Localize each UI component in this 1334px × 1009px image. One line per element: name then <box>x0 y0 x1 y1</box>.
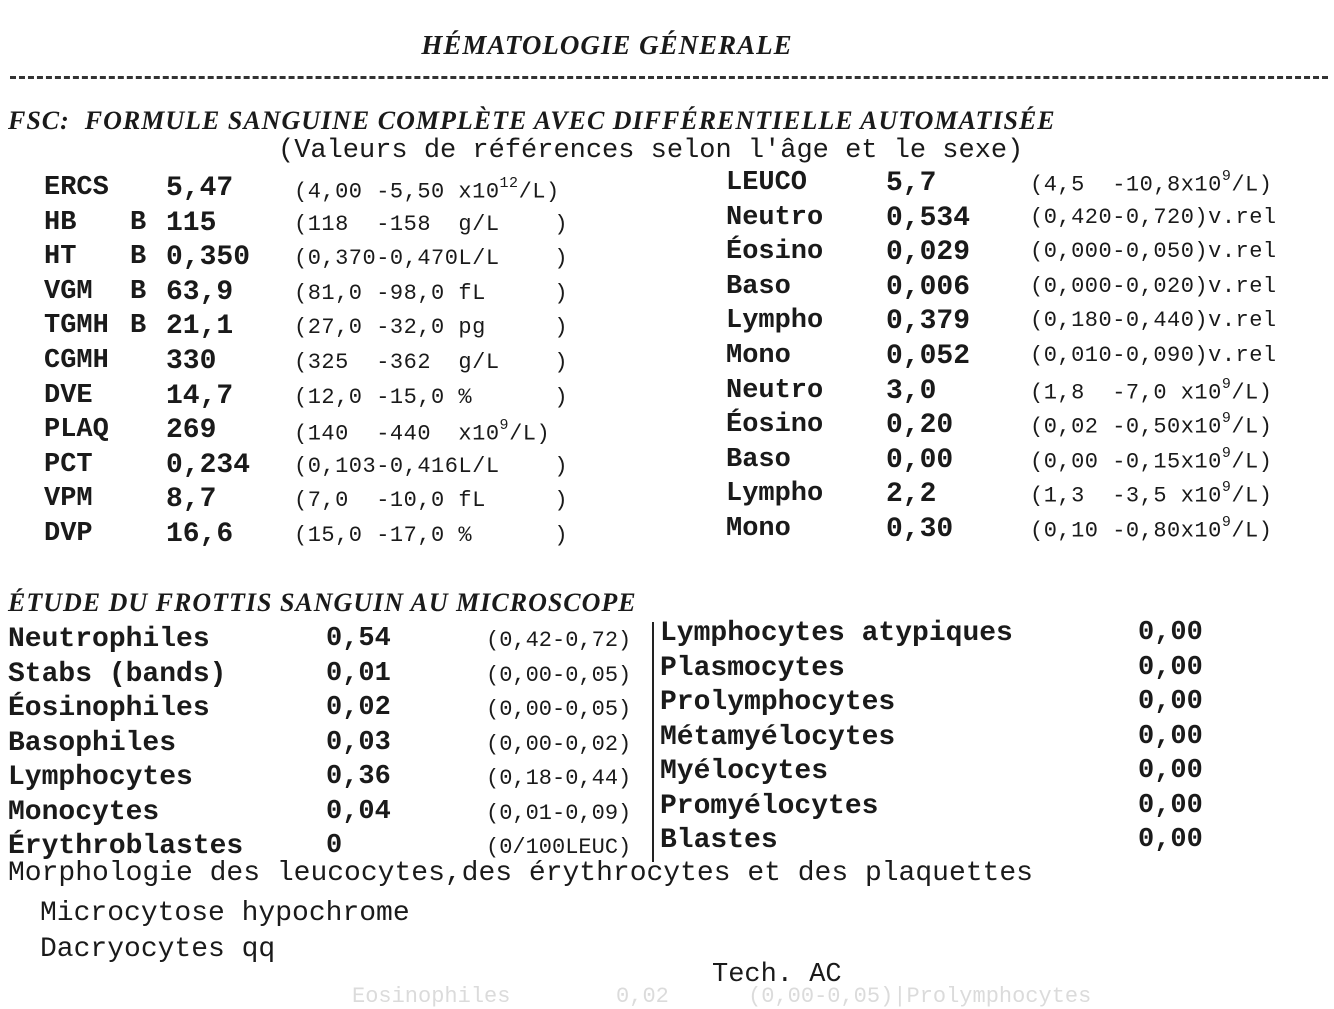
differential-label: Neutro <box>726 375 824 406</box>
differential-reference-range: (0,010-0,090)v.rel <box>1030 343 1277 368</box>
differential-reference-range: (0,420-0,720)v.rel <box>1030 204 1277 230</box>
differential-reference-range: (1,8 -7,0 $x10^9/L$) <box>1030 375 1273 405</box>
differential-label: Neutro <box>726 202 824 233</box>
differential-reference-range: (4,5 $-10,8x10^9/L$) <box>1030 168 1273 198</box>
smear-cell-label: Métamyélocytes <box>660 721 896 753</box>
smear-cell-value: 0,00 <box>1138 618 1203 648</box>
abnormal-flag: B <box>130 207 147 238</box>
smear-cell-label: Éosinophiles <box>8 693 210 724</box>
differential-label: Lympho <box>726 306 824 337</box>
smear-cell-value: 0,00 <box>1138 721 1203 752</box>
cbc-label: PCT <box>44 449 93 480</box>
cbc-value: 330 <box>166 346 217 377</box>
smear-cell-label: Neutrophiles <box>8 624 210 655</box>
smear-cell-label: Myélocytes <box>660 756 829 787</box>
differential-value: 0,379 <box>886 306 971 338</box>
smear-cell-value: 0,00 <box>1138 790 1203 821</box>
cbc-label: VGM <box>44 276 93 307</box>
cbc-label: CGMH <box>44 346 109 376</box>
differential-value: 0,30 <box>886 514 954 545</box>
smear-cell-value: 0,01 <box>326 658 391 689</box>
cbc-label: PLAQ <box>44 415 109 446</box>
smear-cell-label: Stabs (bands) <box>8 658 227 690</box>
smear-reference-range: (0,00-0,02) <box>486 731 632 757</box>
cbc-reference-range: (140 -440 $x10^9/L$) <box>294 417 551 447</box>
cbc-label: DVP <box>44 519 93 549</box>
differential-reference-range: (0,000-0,020)v.rel <box>1030 273 1277 299</box>
smear-reference-range: (0,00-0,05) <box>486 697 632 722</box>
differential-label: Mono <box>726 341 791 371</box>
cbc-value: 115 <box>166 207 217 239</box>
smear-cell-label: Plasmocytes <box>660 652 845 684</box>
cbc-value: 63,9 <box>166 276 234 308</box>
technician-signature: Tech. AC <box>712 960 842 990</box>
differential-reference-range: (1,3 -3,5 $x10^9/L$) <box>1030 479 1273 509</box>
differential-reference-range: (0,000-0,050)v.rel <box>1030 239 1277 265</box>
differential-value: 3,0 <box>886 375 937 407</box>
smear-cell-value: 0,00 <box>1138 756 1203 786</box>
cbc-value: 0,350 <box>166 242 251 274</box>
differential-value: 0,006 <box>886 271 971 303</box>
cbc-reference-range: (7,0 -10,0 fL ) <box>294 488 569 514</box>
cbc-value: 5,47 <box>166 173 234 204</box>
cbc-value: 16,6 <box>166 519 234 550</box>
differential-label: Mono <box>726 514 791 544</box>
cbc-reference-range: (0,103-0,416L/L ) <box>294 453 569 479</box>
smear-reference-range: (0,42-0,72) <box>486 628 632 653</box>
cbc-value: 0,234 <box>166 449 251 481</box>
smear-reference-range: (0,01-0,09) <box>486 800 632 826</box>
cbc-label: ERCS <box>44 173 109 203</box>
abnormal-flag: B <box>130 311 147 342</box>
cbc-label: DVE <box>44 380 93 411</box>
cbc-reference-range: (12,0 -15,0 % ) <box>294 384 569 410</box>
smear-cell-value: 0,02 <box>326 693 391 723</box>
cbc-label: HT <box>44 242 77 273</box>
cbc-value: 14,7 <box>166 380 234 412</box>
morphology-finding: Microcytose hypochrome <box>40 898 410 929</box>
differential-value: 0,20 <box>886 410 954 442</box>
smear-cell-label: Basophiles <box>8 727 177 759</box>
smear-cell-label: Promyélocytes <box>660 790 879 822</box>
cbc-reference-range: (4,00 -5,50 $x10^{12}/L$) <box>294 175 560 205</box>
cbc-label: TGMH <box>44 311 109 342</box>
abnormal-flag: B <box>130 242 147 273</box>
differential-label: Baso <box>726 271 791 302</box>
cbc-reference-range: (118 -158 g/L ) <box>294 211 569 237</box>
smear-cell-value: 0,03 <box>326 727 391 758</box>
differential-reference-range: (0,02 $-0,50x10^9/L$) <box>1030 410 1273 440</box>
cbc-label: HB <box>44 207 77 238</box>
smear-cell-label: Lymphocytes atypiques <box>660 618 1013 649</box>
smear-cell-label: Blastes <box>660 825 778 856</box>
abnormal-flag: B <box>130 276 147 307</box>
smear-column-divider <box>652 622 654 862</box>
dashed-divider <box>10 76 1328 79</box>
smear-cell-value: 0,54 <box>326 624 391 654</box>
morphology-finding: Dacryocytes qq <box>40 934 276 965</box>
differential-value: 0,00 <box>886 444 954 476</box>
smear-reference-range: (0/100LEUC) <box>486 835 632 860</box>
cbc-value: 269 <box>166 415 217 447</box>
differential-reference-range: (0,180-0,440)v.rel <box>1030 308 1277 334</box>
smear-cell-label: Érythroblastes <box>8 831 244 862</box>
differential-label: Éosino <box>726 410 824 441</box>
morphology-heading: Morphologie des leucocytes,des érythrocytes et des plaquettes <box>8 858 1033 889</box>
differential-value: 5,7 <box>886 168 937 199</box>
differential-label: Éosino <box>726 237 824 268</box>
differential-label: LEUCO <box>726 168 808 198</box>
differential-reference-range: (0,00 $-0,15x10^9/L$) <box>1030 444 1273 475</box>
smear-cell-value: 0,00 <box>1138 652 1203 683</box>
cbc-reference-range: (81,0 -98,0 fL ) <box>294 280 569 306</box>
differential-label: Lympho <box>726 479 824 510</box>
differential-value: 2,2 <box>886 479 937 511</box>
smear-header: ÉTUDE DU FROTTIS SANGUIN AU MICROSCOPE <box>8 588 637 617</box>
fsc-header: FSC: FORMULE SANGUINE COMPLÈTE AVEC DIFFÉRENTIELLE AUTOMATISÉE <box>8 106 1056 135</box>
cbc-label: VPM <box>44 484 93 515</box>
smear-cell-value: 0 <box>326 831 343 861</box>
differential-value: 0,052 <box>886 341 971 372</box>
smear-cell-label: Lymphocytes <box>8 762 193 793</box>
smear-reference-range: (0,00-0,05) <box>486 662 632 688</box>
cbc-reference-range: (0,370-0,470L/L ) <box>294 246 569 272</box>
cbc-reference-range: (325 -362 g/L ) <box>294 350 569 375</box>
cbc-value: 21,1 <box>166 311 234 343</box>
smear-cell-value: 0,00 <box>1138 825 1203 855</box>
bleed-through-text: Eosinophiles 0,02 (0,00-0,05)|Prolymphocytes <box>352 984 1092 1009</box>
cbc-value: 8,7 <box>166 484 217 516</box>
smear-cell-label: Monocytes <box>8 796 160 828</box>
smear-cell-value: 0,00 <box>1138 687 1203 717</box>
smear-cell-label: Prolymphocytes <box>660 687 896 718</box>
differential-value: 0,029 <box>886 237 971 269</box>
cbc-reference-range: (27,0 -32,0 pg ) <box>294 315 569 341</box>
cbc-reference-range: (15,0 -17,0 % ) <box>294 523 569 548</box>
differential-label: Baso <box>726 444 791 475</box>
smear-cell-value: 0,04 <box>326 796 391 827</box>
reference-note: (Valeurs de références selon l'âge et le sexe) <box>278 136 1024 166</box>
page-title: HÉMATOLOGIE GÉNERALE <box>421 30 793 60</box>
smear-cell-value: 0,36 <box>326 762 391 792</box>
differential-reference-range: (0,10 $-0,80x10^9/L$) <box>1030 514 1273 544</box>
differential-value: 0,534 <box>886 202 971 234</box>
smear-reference-range: (0,18-0,44) <box>486 766 632 791</box>
